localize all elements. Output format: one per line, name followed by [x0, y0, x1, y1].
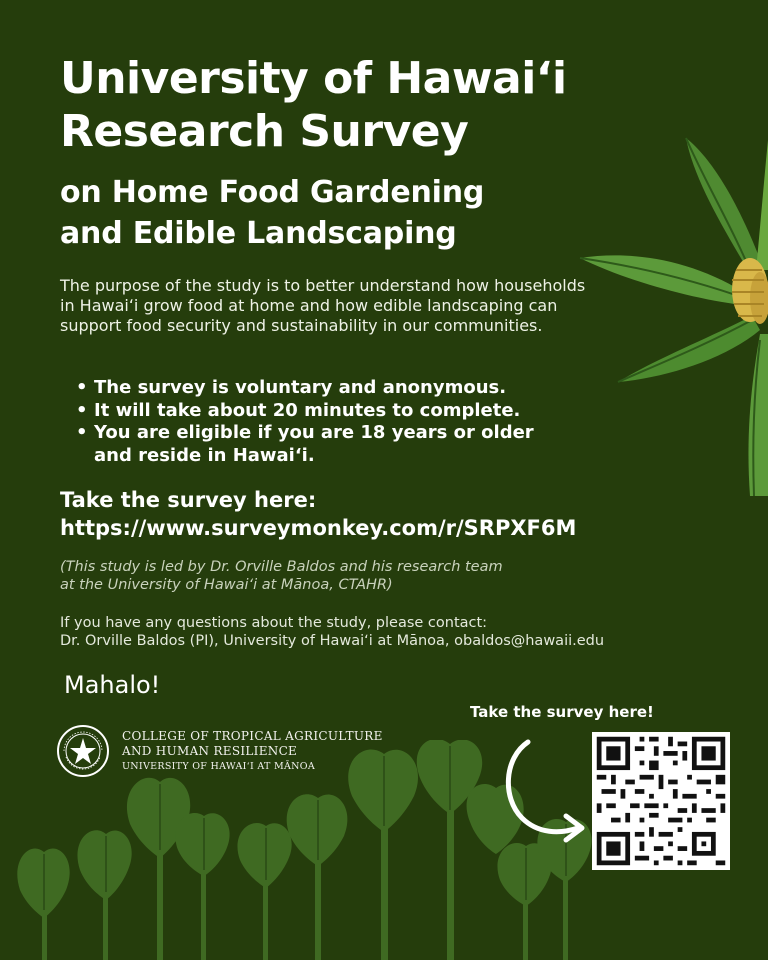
college-name: [122, 729, 383, 773]
subtitle-line-1: on Home Food Gardening: [60, 175, 485, 210]
college-line-1: COLLEGE OF TROPICAL AGRICULTURE: [122, 729, 383, 743]
mahalo-text: Mahalo!: [64, 671, 161, 699]
bullet-voluntary: • The survey is voluntary and anonymous.: [76, 377, 534, 400]
bullet-eligibility: [76, 422, 534, 467]
survey-call-to-action: [60, 486, 576, 542]
bullet-duration: • It will take about 20 minutes to complete.: [76, 400, 534, 423]
title-line-2: Research Survey: [60, 106, 469, 157]
contact-info: [60, 614, 604, 650]
college-logo-block: [56, 724, 383, 778]
bullet-list: [76, 377, 534, 467]
university-seal-icon: [56, 724, 110, 778]
page-title: [60, 52, 567, 158]
contact-line-1: If you have any questions about the study, please contact:: [60, 615, 488, 631]
subtitle: [60, 172, 484, 254]
qr-code[interactable]: [592, 732, 730, 870]
lead-line-2: at the University of Hawaiʻi at Mānoa, CTAHR): [60, 577, 393, 593]
cta-heading: Take the survey here:: [60, 488, 317, 512]
bullet-eligibility-line-2: and reside in Hawaiʻi.: [94, 444, 315, 466]
purpose-paragraph: The purpose of the study is to better understand how households in Hawaiʻi grow food at home and how edible landscaping can support food security and sustainability in our communities.: [60, 276, 586, 335]
study-lead-note: [60, 558, 620, 594]
contact-line-2: Dr. Orville Baldos (PI), University of Hawaiʻi at Mānoa, obaldos@hawaii.edu: [60, 633, 605, 649]
bullet-eligibility-line-1: You are eligible if you are 18 years or older: [94, 422, 534, 443]
lead-line-1: (This study is led by Dr. Orville Baldos and his research team: [60, 559, 503, 575]
curved-arrow-icon: [498, 738, 590, 848]
college-line-3: UNIVERSITY OF HAWAIʻI AT MĀNOA: [122, 761, 316, 772]
title-line-1: University of Hawaiʻi: [60, 53, 567, 104]
subtitle-line-2: and Edible Landscaping: [60, 216, 457, 251]
qr-label: Take the survey here!: [470, 703, 654, 721]
survey-link[interactable]: https://www.surveymonkey.com/r/SRPXF6M: [60, 516, 577, 540]
college-line-2: AND HUMAN RESILIENCE: [122, 744, 298, 758]
banana-leaf-icon: [574, 120, 768, 500]
qr-code-icon: [592, 732, 730, 870]
